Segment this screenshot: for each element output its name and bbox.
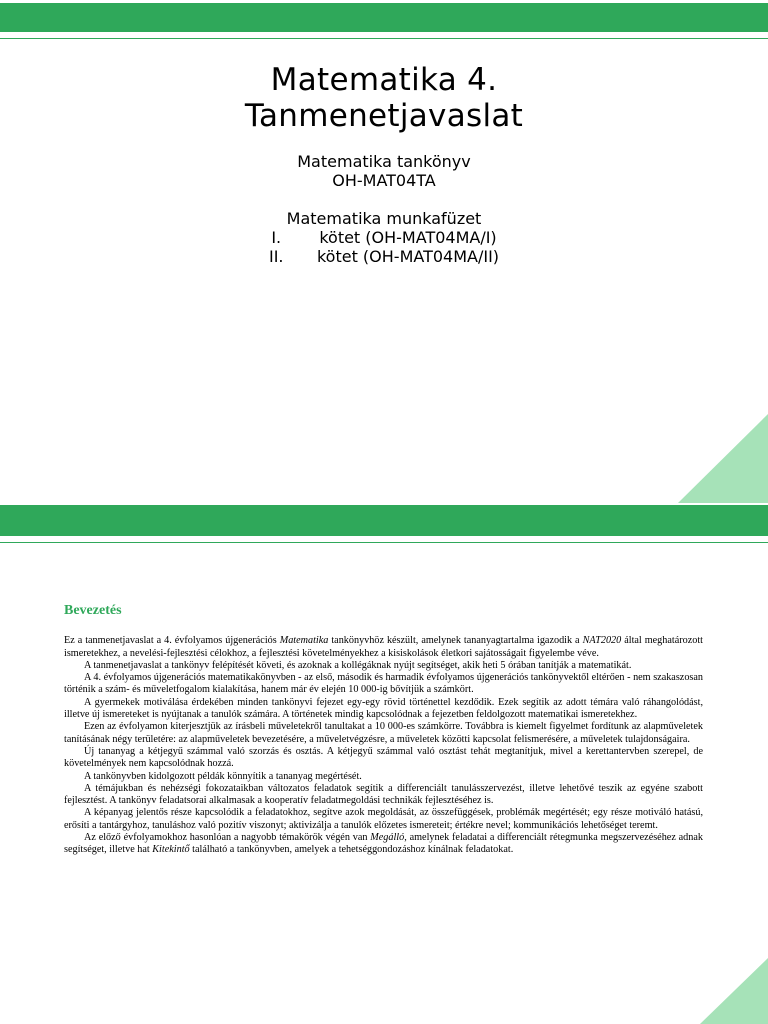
textbook-label: Matematika tankönyv	[297, 152, 471, 171]
textbook-code: OH-MAT04TA	[332, 171, 436, 190]
intro-paragraph: Az előző évfolyamokhoz hasonlóan a nagyobb témakörök végén van Megálló, amelynek feladatai a differenciált rétegmunka megszervezéséhez adnak segítséget, illetve hat Kitekintő található a tankönyvben, amelyek a tehetséggondozáshoz kínálnak feladatokat.	[64, 832, 703, 856]
intro-section	[64, 605, 703, 857]
top-green-band	[0, 3, 768, 32]
top-thin-rule	[0, 38, 768, 39]
intro-paragraph: A tankönyvben kidolgozott példák könnyítik a tananyag megértését.	[84, 770, 362, 782]
volume-text: kötet (OH-MAT04MA/I)	[319, 228, 497, 247]
middle-green-band	[0, 505, 768, 536]
decorative-triangle-bottom	[700, 958, 768, 1024]
volume-row-1	[0, 228, 768, 247]
intro-paragraph: A témájukban és nehézségi fokozataikban változatos feladatok segítik a differenciált tanulásszervezést, illetve lehetővé teszik az egyéne szabott fejlesztést. A tankönyv feladatsorai alkalmasak a kooperatív feladatmegoldási technikák fejlesztéséhez is.	[64, 782, 703, 807]
intro-paragraph: A gyermekek motiválása érdekében minden tankönyvi fejezet egy-egy rövid történettel kezdődik. Ezek segítik az adott témára való ráhangolódást, illetve új ismereteket is nyújtanak a tanulók számára. A történetek mindig kapcsolódnak a fejezetben feldolgozott matematikai ismeretekhez.	[64, 696, 703, 721]
intro-paragraph: A képanyag jelentős része kapcsolódik a feladatokhoz, segítve azok megoldását, az összefüggések, problémák megértését; egy része motiváló hatású, erősíti a tantárgyhoz, tanuláshoz való pozitív viszonyt; aktivizálja a tanulók előzetes ismereteit; értékre nevel; kommunikációs lehetőséget teremt.	[64, 807, 703, 831]
volume-number: II.	[268, 247, 284, 266]
title-line-1: Matematika 4.	[270, 62, 498, 98]
volume-row-2	[0, 247, 768, 266]
intro-heading: Bevezetés	[64, 603, 122, 618]
intro-paragraph: A tanmenetjavaslat a tankönyv felépítését követi, és azoknak a kollégáknak nyújt segítséget, akik heti 5 órában tanítják a matematikát.	[84, 659, 632, 671]
intro-paragraph: Ez a tanmenetjavaslat a 4. évfolyamos újgenerációs Matematika tankönyvhöz készült, amelynek tananyagtartalma igazodik a NAT2020 által meghatározott ismeretekhez, a nevelési-fejlesztési célokhoz, a fejlesztési követelményekhez a kisiskolások életkori sajátosságait figyelembe véve.	[64, 635, 703, 659]
intro-paragraph: Új tananyag a kétjegyű számmal való szorzás és osztás. A kétjegyű számmal való osztást tehát megtanítjuk, mivel a kerettantervben szerepel, de követelmények nem kapcsolódnak hozzá.	[64, 745, 703, 770]
volume-number: I.	[271, 228, 282, 247]
title-line-2: Tanmenetjavaslat	[244, 98, 524, 134]
volume-text: kötet (OH-MAT04MA/II)	[316, 247, 500, 266]
cover-title-block	[0, 62, 768, 266]
intro-paragraph: Ezen az évfolyamon kiterjesztjük az írásbeli műveletekről tanultakat a 10 000-es számkörre. Továbbra is kiemelt figyelmet fordítunk az alapműveletek tanításának négy területére: az alapműveletek bevezetésére, a műveletvégzésre, a műveletek közötti kapcsolat felismerésére, a műveletek tulajdonságaira.	[64, 721, 703, 745]
decorative-triangle-top	[678, 414, 768, 503]
intro-paragraph: A 4. évfolyamos újgenerációs matematikakönyvben - az első, második és harmadik évfolyamos újgenerációs tankönyvektől eltérően - nem szakaszosan történik a szám- és műveletfogalom kialakítása, hanem már év elején 10 000-ig bővítjük a számkört.	[64, 672, 703, 696]
workbook-label: Matematika munkafüzet	[286, 209, 482, 228]
middle-thin-rule	[0, 542, 768, 543]
